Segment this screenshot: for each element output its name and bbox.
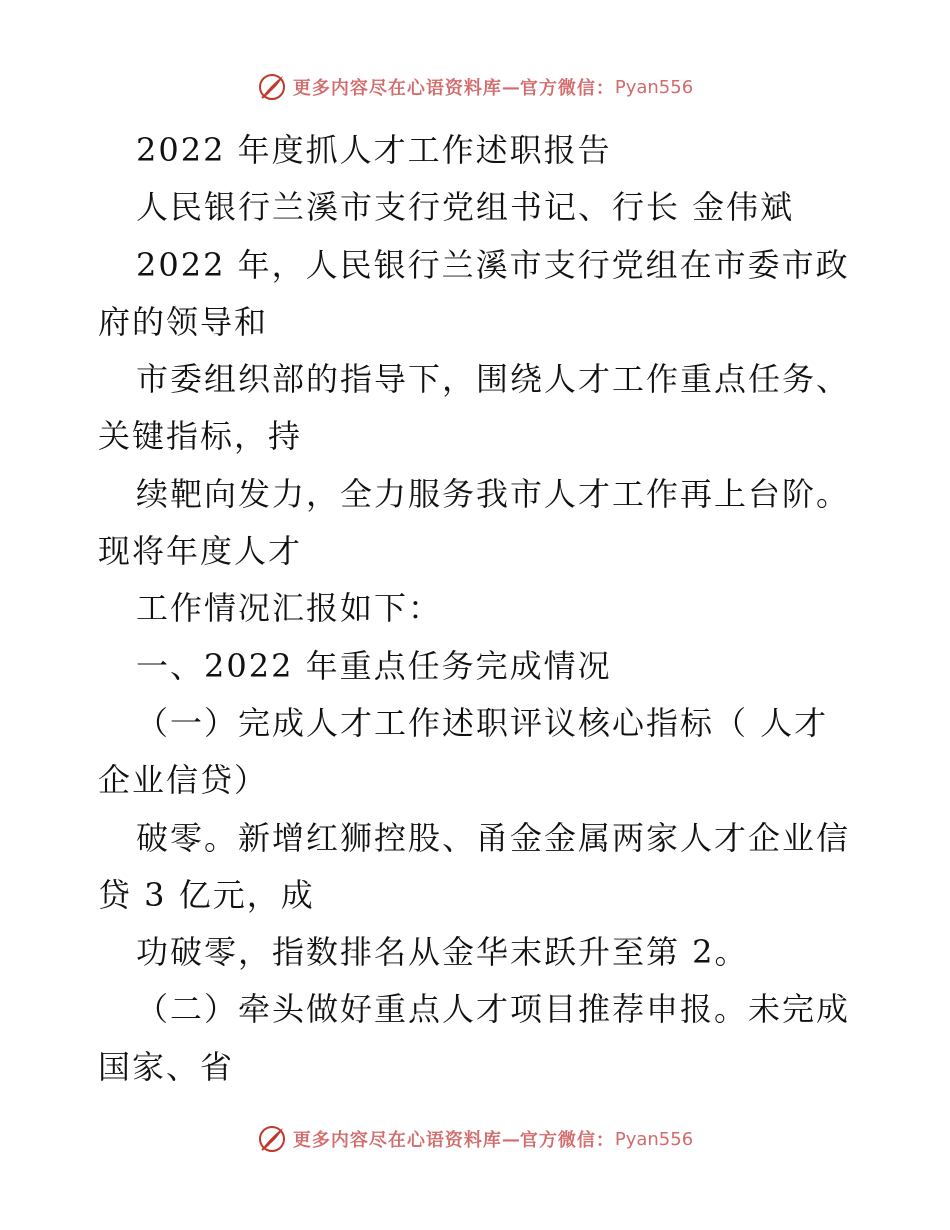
paragraph-line: 破零。新增红狮控股、甬金金属两家人才企业信 bbox=[136, 818, 851, 857]
subsection-heading: （一）完成人才工作述职评议核心指标（ 人才 bbox=[136, 703, 829, 742]
document-title: 2022 年度抓人才工作述职报告 bbox=[136, 131, 612, 169]
watermark-official: 官方微信： bbox=[519, 78, 615, 99]
watermark-separator: — bbox=[501, 76, 520, 98]
paragraph-line: 现将年度人才 bbox=[98, 532, 303, 571]
watermark-separator: — bbox=[501, 1128, 520, 1150]
watermark-account: Pyan556 bbox=[614, 1128, 694, 1150]
paragraph-line: 贷 3 亿元，成 bbox=[98, 875, 315, 914]
quill-pen-logo-icon bbox=[257, 72, 287, 102]
paragraph-line: 国家、省 bbox=[98, 1047, 235, 1086]
section-heading: 一、2022 年重点任务完成情况 bbox=[136, 646, 612, 685]
document-body bbox=[98, 122, 858, 1096]
watermark-text: 更多内容尽在心语资料库 bbox=[292, 1130, 502, 1151]
paragraph-line: 续靶向发力，全力服务我市人才工作再上台阶。 bbox=[136, 474, 851, 513]
paragraph-line: 企业信贷） bbox=[98, 761, 269, 800]
subsection-heading: （二）牵头做好重点人才项目推荐申报。未完成 bbox=[136, 990, 851, 1029]
paragraph-line: 府的领导和 bbox=[98, 302, 269, 341]
document-author: 人民银行兰溪市支行党组书记、行长 金伟斌 bbox=[136, 188, 795, 227]
watermark-official: 官方微信： bbox=[519, 1130, 615, 1151]
footer-watermark bbox=[0, 1124, 950, 1154]
paragraph-line: 功破零，指数排名从金华末跃升至第 2。 bbox=[136, 933, 749, 972]
paragraph-line: 2022 年，人民银行兰溪市支行党组在市委市政 bbox=[136, 245, 850, 284]
watermark-text: 更多内容尽在心语资料库 bbox=[292, 78, 502, 99]
paragraph-line: 关键指标，持 bbox=[98, 417, 303, 456]
paragraph-line: 市委组织部的指导下，围绕人才工作重点任务、 bbox=[136, 360, 851, 399]
header-watermark bbox=[0, 72, 950, 102]
watermark-account: Pyan556 bbox=[614, 76, 694, 98]
paragraph-line: 工作情况汇报如下： bbox=[136, 589, 443, 628]
quill-pen-logo-icon bbox=[257, 1124, 287, 1154]
